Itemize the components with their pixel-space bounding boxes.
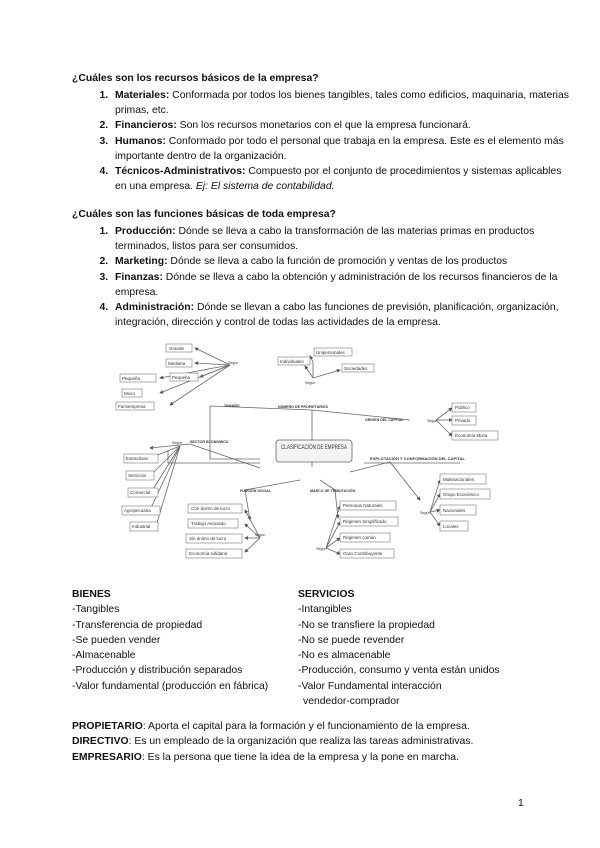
clasificacion-concept-map [100,340,500,565]
bienes-item: -Transferencia de propiedad [72,619,203,631]
definition-row: PROPIETARIO: Aporta el capital para la formación y el funcionamiento de la empresa. [72,721,470,732]
tamano-item: Famiempresa [118,404,146,409]
propietarios-item: Sociedades [344,366,368,371]
list-item: 4. Técnicos-Administrativos: Compuesto por el conjunto de procedimientos y sistemas aplicables en una empresa. Ej: El sistema de contabilidad. [111,164,571,194]
connector-label: Según [305,381,316,385]
branch-sector: SECTOR ECONÓMICO [190,440,229,444]
sector-item: Extractivas [126,456,149,461]
connector-label: Según [255,533,266,537]
funciones-list [72,224,571,330]
propietarios-item: Unipersonales [316,350,345,355]
heading-recursos: ¿Cuáles son los recursos básicos de la empresa? [72,73,319,84]
explotacion-item: Grupo Económico [443,492,480,497]
list-item: 3. Finanzas: Dónde se lleva a cabo la obtención y administración de los recursos financieros de la empresa. [111,270,571,300]
servicios-item: -No se puede revender [298,634,405,646]
servicios-item-continuation: vendedor-comprador [303,696,400,708]
tamano-item: Grande [169,346,185,351]
sector-item: Comercial [130,490,151,495]
branch-funcion-social: FUNCIÓN SOCIAL [240,489,271,493]
sector-item: Industrial [132,524,151,529]
bienes-item: -Almacenable [72,650,136,662]
list-item: 2. Marketing: Dónde se lleva a cabo la función de promoción y ventas de los productos [111,254,571,269]
servicios-item: -Producción, consumo y venta están unidos [298,665,500,677]
recursos-list [72,88,571,194]
center-label: CLASIFICACIÓN DE EMPRESA [281,444,376,451]
explotacion-item: Multinacionales [443,477,475,482]
bienes-item: -Tangibles [72,604,120,616]
definitions [72,719,473,765]
explotacion-item: Nacionales [443,508,466,513]
heading-funciones: ¿Cuáles son las funciones básicas de toda empresa? [72,209,336,220]
list-item: 4. Administración: Dónde se llevan a cabo las funciones de previsión, planificación, organización, integración, dirección y control de todas las actividades de la empresa. [111,300,571,330]
list-item: 1. Materiales: Conformada por todos los bienes tangibles, tales como edificios, maquinaria, materias primas, etc. [111,88,571,118]
definition-row: EMPRESARIO: Es la persona que tiene la idea de la empresa y la pone en marcha. [72,751,459,763]
list-item: 3. Humanos: Conformado por todo el personal que trabaja en la empresa. Este es el elemento más importante dentro de la organización. [111,134,571,164]
servicios-item: -Intangibles [298,604,352,616]
branch-explotacion: EXPLOTACIÓN Y CONFORMACIÓN DEL CAPITAL [370,457,455,461]
bienes-item: -Valor fundamental (producción en fábrica) [72,680,269,692]
branch-tamano: TAMAÑO [224,404,240,408]
funcion-item: Sin ánimo de lucro [189,536,227,541]
branch-capital: ORIGEN DEL CAPITAL [365,418,404,422]
connector-label: Según [228,361,239,365]
branch-regimen: MARCO DE TRIBUTACIÓN [310,489,356,493]
regimen-item: Gran Contribuyente [343,551,383,556]
bienes-column [72,587,268,694]
servicios-title: SERVICIOS [298,589,355,600]
regimen-item: Régimen Simplificado [343,519,387,524]
funcion-item: Economía solidaria [189,551,228,556]
sector-item: Agropecuaria [124,508,151,513]
regimen-item: Régimen común [343,535,376,540]
capital-item: Privado [455,418,471,423]
propietarios-item: Individuales [280,359,304,364]
connector-label: Según [172,441,183,445]
explotacion-item: Locales [443,524,459,529]
tamano-item: Micro [124,391,135,396]
definition-row: DIRECTIVO: Es un empleado de la organización que realiza las tareas administrativas. [72,736,474,748]
tamano-item: Mediana [168,361,186,366]
capital-item: Público [455,405,470,410]
connector-label: Según [420,511,431,515]
regimen-item: Personas Naturales [343,503,383,508]
list-item: 2. Financieros: Son los recursos monetarios con el que la empresa funcionará. [111,118,571,133]
servicios-item: -No se transfiere la propiedad [298,619,435,631]
capital-item: Economía Mixta [455,433,488,438]
page-number: 1 [518,798,524,809]
servicios-item: -No es almacenable [298,650,391,662]
sector-item: Servicios [128,473,147,478]
bienes-item: -Producción y distribución separados [72,665,243,677]
bienes-title: BIENES [72,589,111,600]
branch-propietarios: NÚMERO DE PROPIETARIOS [278,405,328,409]
list-item: 1. Producción: Dónde se lleva a cabo la transformación de las materias primas en productos terminados, listos para ser consumidos. [111,224,571,254]
tamano-item: Pequeña [122,376,141,381]
servicios-column [298,587,500,709]
connector-label: Según [427,419,438,423]
bienes-item: -Se pueden vender [72,634,161,646]
connector-label: Según [316,547,327,551]
servicios-item: -Valor Fundamental interacción [298,680,442,692]
funcion-item: Trabajo Asociado [191,521,226,526]
tamano-item: Pequeña [172,375,191,380]
funcion-item: Con ánimo de lucro [191,506,231,511]
